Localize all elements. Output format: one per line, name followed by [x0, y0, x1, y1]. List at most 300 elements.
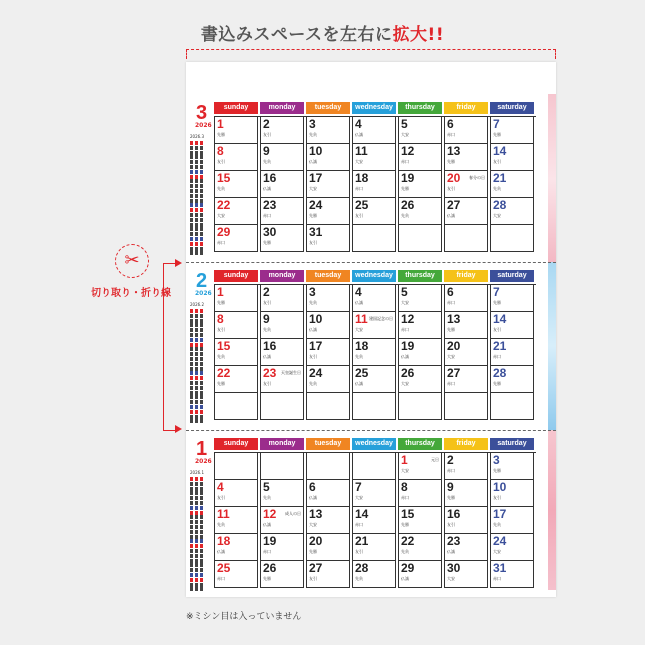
writing-space-tick-right — [555, 49, 556, 59]
cut-line — [186, 430, 556, 431]
day-cell[interactable] — [214, 171, 258, 198]
day-number: 25 — [217, 561, 231, 575]
day-cell[interactable] — [306, 312, 350, 339]
day-cell[interactable] — [214, 480, 258, 507]
month-number: 1 — [196, 438, 208, 460]
day-number: 1 — [217, 117, 224, 131]
day-number: 21 — [355, 534, 369, 548]
day-number: 24 — [309, 366, 323, 380]
mini-day-line — [190, 141, 205, 145]
rokuyo-label: 大安 — [447, 354, 455, 359]
week-row — [214, 480, 536, 507]
rokuyo-label: 先勝 — [493, 468, 501, 473]
rokuyo-label: 友引 — [217, 159, 225, 164]
mini-day-line — [190, 506, 205, 510]
day-cell[interactable] — [352, 285, 396, 312]
arrow-right-icon — [175, 425, 182, 433]
mini-header: 2026.3 — [190, 134, 204, 139]
mini-day-line — [190, 338, 205, 342]
mini-day-line — [190, 371, 205, 375]
day-cell[interactable] — [352, 480, 396, 507]
rokuyo-label: 先負 — [309, 381, 317, 386]
mini-day-line — [190, 328, 205, 332]
weekday-header-wednesday: wednesday — [352, 270, 396, 282]
day-cell[interactable] — [490, 561, 534, 588]
day-number: 2 — [263, 285, 270, 299]
day-cell[interactable] — [398, 285, 442, 312]
day-number: 19 — [263, 534, 277, 548]
day-cell[interactable] — [214, 507, 258, 534]
mini-day-line — [190, 573, 205, 577]
mini-day-line — [190, 179, 205, 183]
day-cell[interactable] — [444, 534, 488, 561]
day-cell[interactable] — [398, 480, 442, 507]
rokuyo-label: 先負 — [493, 186, 501, 191]
day-number: 17 — [309, 339, 323, 353]
day-cell[interactable] — [260, 144, 304, 171]
day-cell[interactable] — [398, 198, 442, 225]
mini-day-line — [190, 309, 205, 313]
rokuyo-label: 赤口 — [447, 381, 455, 386]
day-number: 24 — [309, 198, 323, 212]
rokuyo-label: 先負 — [263, 495, 271, 500]
mini-day-list — [190, 302, 210, 432]
day-cell[interactable] — [398, 561, 442, 588]
rokuyo-label: 先負 — [217, 186, 225, 191]
mini-day-line — [190, 367, 205, 371]
day-number: 28 — [493, 366, 507, 380]
day-cell[interactable] — [490, 453, 534, 480]
day-cell[interactable] — [398, 117, 442, 144]
rokuyo-label: 赤口 — [447, 468, 455, 473]
day-cell[interactable] — [352, 225, 396, 252]
day-number: 27 — [447, 366, 461, 380]
day-cell[interactable] — [444, 117, 488, 144]
mini-day-line — [190, 559, 205, 563]
mini-day-line — [190, 323, 205, 327]
day-cell[interactable] — [444, 198, 488, 225]
mini-day-line — [190, 151, 205, 155]
day-cell[interactable] — [444, 144, 488, 171]
day-cell[interactable] — [214, 285, 258, 312]
rokuyo-label: 大安 — [493, 549, 501, 554]
day-cell[interactable] — [214, 453, 258, 480]
day-number: 1 — [401, 453, 408, 467]
rokuyo-label: 先負 — [309, 132, 317, 137]
weekday-header-wednesday: wednesday — [352, 438, 396, 450]
day-number: 9 — [263, 144, 270, 158]
day-cell[interactable] — [352, 198, 396, 225]
day-cell[interactable] — [260, 507, 304, 534]
weekday-header-row — [214, 438, 536, 450]
day-cell[interactable] — [352, 117, 396, 144]
day-cell[interactable] — [444, 171, 488, 198]
mini-header: 2026.2 — [190, 302, 204, 307]
day-cell[interactable] — [490, 225, 534, 252]
day-number: 15 — [217, 339, 231, 353]
day-number: 20 — [447, 171, 461, 185]
mini-day-line — [190, 415, 205, 419]
rokuyo-label: 赤口 — [401, 159, 409, 164]
rokuyo-label: 仏滅 — [355, 300, 363, 305]
day-cell[interactable] — [306, 480, 350, 507]
mini-day-line — [190, 583, 205, 587]
day-cell[interactable] — [306, 171, 350, 198]
rokuyo-label: 大安 — [217, 213, 225, 218]
mini-day-line — [190, 237, 205, 241]
rokuyo-label: 先勝 — [401, 522, 409, 527]
rokuyo-label: 大安 — [401, 381, 409, 386]
rokuyo-label: 先勝 — [493, 132, 501, 137]
weekday-header-tuesday: tuesday — [306, 102, 350, 114]
day-cell[interactable] — [260, 171, 304, 198]
day-cell[interactable] — [352, 393, 396, 420]
day-number: 6 — [447, 117, 454, 131]
day-number: 11 — [217, 507, 230, 521]
day-cell[interactable] — [260, 339, 304, 366]
rokuyo-label: 仏滅 — [263, 522, 271, 527]
day-cell[interactable] — [490, 198, 534, 225]
day-cell[interactable] — [214, 198, 258, 225]
day-cell[interactable] — [398, 393, 442, 420]
weekday-header-saturday: saturday — [490, 270, 534, 282]
day-cell[interactable] — [306, 507, 350, 534]
day-number: 28 — [493, 198, 507, 212]
day-cell[interactable] — [490, 339, 534, 366]
day-cell[interactable] — [306, 534, 350, 561]
day-cell[interactable] — [214, 366, 258, 393]
day-cell[interactable] — [444, 453, 488, 480]
day-number: 3 — [309, 285, 316, 299]
day-cell[interactable] — [444, 393, 488, 420]
day-cell[interactable] — [306, 285, 350, 312]
day-number: 4 — [355, 117, 362, 131]
rokuyo-label: 仏滅 — [447, 213, 455, 218]
mini-day-line — [190, 578, 205, 582]
rokuyo-label: 仏滅 — [401, 576, 409, 581]
mini-day-line — [190, 376, 205, 380]
day-cell[interactable] — [398, 534, 442, 561]
day-cell[interactable] — [306, 561, 350, 588]
mini-day-line — [190, 189, 205, 193]
rokuyo-label: 友引 — [263, 381, 271, 386]
day-cell[interactable] — [352, 561, 396, 588]
day-number: 12 — [401, 312, 415, 326]
day-number: 13 — [447, 144, 461, 158]
week-rows — [214, 452, 536, 588]
month-year: 2026 — [195, 122, 212, 129]
day-cell[interactable] — [490, 285, 534, 312]
day-cell[interactable] — [214, 393, 258, 420]
day-cell[interactable] — [352, 312, 396, 339]
day-number: 6 — [447, 285, 454, 299]
weekday-header-friday: friday — [444, 270, 488, 282]
day-number: 5 — [401, 285, 408, 299]
day-number: 10 — [493, 480, 507, 494]
day-cell[interactable] — [398, 366, 442, 393]
day-number: 27 — [447, 198, 461, 212]
day-number: 12 — [401, 144, 415, 158]
day-cell[interactable] — [398, 339, 442, 366]
day-cell[interactable] — [398, 225, 442, 252]
day-cell[interactable] — [444, 366, 488, 393]
day-cell[interactable] — [260, 534, 304, 561]
weekday-header-tuesday: tuesday — [306, 270, 350, 282]
day-number: 26 — [401, 366, 415, 380]
day-cell[interactable] — [444, 312, 488, 339]
day-cell[interactable] — [214, 117, 258, 144]
cut-line — [186, 262, 556, 263]
mini-day-line — [190, 155, 205, 159]
day-cell[interactable] — [352, 144, 396, 171]
holiday-name: 成人の日 — [285, 511, 301, 516]
day-number: 25 — [355, 198, 369, 212]
day-number: 2 — [263, 117, 270, 131]
mini-day-line — [190, 391, 205, 395]
week-row — [214, 171, 536, 198]
day-cell[interactable] — [490, 366, 534, 393]
day-cell[interactable] — [490, 171, 534, 198]
rokuyo-label: 赤口 — [447, 132, 455, 137]
rokuyo-label: 仏滅 — [447, 549, 455, 554]
rokuyo-label: 仏滅 — [401, 354, 409, 359]
mini-day-line — [190, 587, 205, 591]
day-cell[interactable] — [444, 285, 488, 312]
day-cell[interactable] — [214, 312, 258, 339]
rokuyo-label: 友引 — [355, 549, 363, 554]
mini-day-line — [190, 347, 205, 351]
rokuyo-label: 先勝 — [493, 300, 501, 305]
day-cell[interactable] — [398, 144, 442, 171]
week-row — [214, 198, 536, 225]
mini-day-line — [190, 146, 205, 150]
mini-day-line — [190, 343, 205, 347]
day-cell[interactable] — [306, 117, 350, 144]
day-number: 14 — [355, 507, 369, 521]
month-number: 2 — [196, 270, 208, 292]
mini-day-line — [190, 400, 205, 404]
mini-day-line — [190, 242, 205, 246]
mini-day-line — [190, 247, 205, 251]
day-cell[interactable] — [306, 339, 350, 366]
day-cell[interactable] — [352, 366, 396, 393]
mini-day-line — [190, 319, 205, 323]
day-cell[interactable] — [444, 561, 488, 588]
week-row — [214, 366, 536, 393]
day-number: 29 — [217, 225, 231, 239]
rokuyo-label: 大安 — [447, 576, 455, 581]
day-cell[interactable] — [490, 507, 534, 534]
rokuyo-label: 友引 — [309, 576, 317, 581]
day-cell[interactable] — [214, 534, 258, 561]
rokuyo-label: 赤口 — [401, 495, 409, 500]
day-cell[interactable] — [444, 507, 488, 534]
day-cell[interactable] — [306, 393, 350, 420]
day-cell[interactable] — [214, 561, 258, 588]
day-cell[interactable] — [490, 480, 534, 507]
weekday-header-saturday: saturday — [490, 102, 534, 114]
rokuyo-label: 先勝 — [401, 186, 409, 191]
weekday-header-monday: monday — [260, 438, 304, 450]
day-cell[interactable] — [260, 366, 304, 393]
day-number: 9 — [263, 312, 270, 326]
day-cell[interactable] — [214, 144, 258, 171]
week-row — [214, 339, 536, 366]
day-number: 13 — [447, 312, 461, 326]
day-cell[interactable] — [398, 453, 442, 480]
mini-day-line — [190, 251, 205, 255]
day-number: 17 — [493, 507, 507, 521]
day-cell[interactable] — [260, 198, 304, 225]
day-number: 4 — [355, 285, 362, 299]
day-cell[interactable] — [398, 171, 442, 198]
day-number: 13 — [309, 507, 323, 521]
day-number: 15 — [401, 507, 415, 521]
mini-day-line — [190, 511, 205, 515]
day-cell[interactable] — [352, 171, 396, 198]
title-highlight: 拡大!! — [392, 25, 445, 45]
day-cell[interactable] — [260, 453, 304, 480]
day-number: 24 — [493, 534, 507, 548]
day-cell[interactable] — [260, 117, 304, 144]
week-rows — [214, 284, 536, 420]
mini-day-line — [190, 482, 205, 486]
rokuyo-label: 友引 — [263, 132, 271, 137]
rokuyo-label: 大安 — [401, 300, 409, 305]
day-number: 23 — [263, 366, 277, 380]
holiday-name: 天皇誕生日 — [281, 370, 301, 375]
week-row — [214, 453, 536, 480]
day-cell[interactable] — [260, 393, 304, 420]
holiday-name: 元日 — [431, 457, 439, 462]
day-number: 30 — [447, 561, 461, 575]
calendar-grid — [214, 270, 536, 420]
writing-space-tick-left — [186, 49, 187, 59]
rokuyo-label: 大安 — [355, 327, 363, 332]
mini-day-line — [190, 381, 205, 385]
mini-day-line — [190, 213, 205, 217]
day-cell[interactable] — [306, 225, 350, 252]
week-row — [214, 393, 536, 420]
day-cell[interactable] — [306, 198, 350, 225]
day-cell[interactable] — [260, 480, 304, 507]
day-cell[interactable] — [306, 144, 350, 171]
week-row — [214, 312, 536, 339]
rokuyo-label: 大安 — [355, 159, 363, 164]
day-cell[interactable] — [352, 339, 396, 366]
day-cell[interactable] — [260, 312, 304, 339]
mini-day-line — [190, 160, 205, 164]
weekday-header-tuesday: tuesday — [306, 438, 350, 450]
month-section — [186, 102, 556, 262]
day-cell[interactable] — [260, 225, 304, 252]
rokuyo-label: 先負 — [355, 354, 363, 359]
day-number: 3 — [309, 117, 316, 131]
day-cell[interactable] — [352, 534, 396, 561]
mini-day-line — [190, 218, 205, 222]
day-cell[interactable] — [306, 366, 350, 393]
holiday-name: 春分の日 — [469, 175, 485, 180]
day-number: 8 — [217, 312, 224, 326]
day-number: 8 — [401, 480, 408, 494]
mini-day-line — [190, 232, 205, 236]
day-cell[interactable] — [444, 480, 488, 507]
day-cell[interactable] — [260, 285, 304, 312]
day-number: 16 — [447, 507, 461, 521]
mini-day-list — [190, 470, 210, 600]
day-number: 6 — [309, 480, 316, 494]
day-cell[interactable] — [490, 393, 534, 420]
rokuyo-label: 先負 — [217, 522, 225, 527]
mini-day-line — [190, 395, 205, 399]
rokuyo-label: 友引 — [493, 327, 501, 332]
rokuyo-label: 友引 — [447, 186, 455, 191]
day-cell[interactable] — [398, 312, 442, 339]
day-cell[interactable] — [490, 117, 534, 144]
rokuyo-label: 仏滅 — [263, 354, 271, 359]
writing-space-line — [186, 49, 556, 50]
mini-day-line — [190, 535, 205, 539]
arrow-right-icon — [175, 259, 182, 267]
rokuyo-label: 大安 — [309, 522, 317, 527]
weekday-header-wednesday: wednesday — [352, 102, 396, 114]
rokuyo-label: 仏滅 — [263, 186, 271, 191]
day-cell[interactable] — [444, 339, 488, 366]
day-number: 29 — [401, 561, 415, 575]
mini-header: 2026.1 — [190, 470, 204, 475]
rokuyo-label: 赤口 — [217, 240, 225, 245]
month-year: 2026 — [195, 290, 212, 297]
mini-day-line — [190, 544, 205, 548]
day-cell[interactable] — [352, 453, 396, 480]
day-number: 30 — [263, 225, 277, 239]
mini-day-line — [190, 515, 205, 519]
day-number: 8 — [217, 144, 224, 158]
day-cell[interactable] — [214, 225, 258, 252]
day-number: 23 — [263, 198, 277, 212]
weekday-header-friday: friday — [444, 438, 488, 450]
rokuyo-label: 大安 — [493, 213, 501, 218]
rokuyo-label: 友引 — [309, 240, 317, 245]
rokuyo-label: 先勝 — [217, 381, 225, 386]
day-cell[interactable] — [490, 534, 534, 561]
mini-day-line — [190, 333, 205, 337]
day-cell[interactable] — [352, 507, 396, 534]
day-cell[interactable] — [490, 144, 534, 171]
day-number: 20 — [309, 534, 323, 548]
day-number: 9 — [447, 480, 454, 494]
day-cell[interactable] — [444, 225, 488, 252]
day-cell[interactable] — [260, 561, 304, 588]
day-number: 28 — [355, 561, 369, 575]
mini-day-line — [190, 539, 205, 543]
rokuyo-label: 友引 — [217, 495, 225, 500]
month-number: 3 — [196, 102, 208, 124]
rokuyo-label: 友引 — [355, 213, 363, 218]
day-number: 19 — [401, 339, 415, 353]
mini-day-line — [190, 520, 205, 524]
day-cell[interactable] — [214, 339, 258, 366]
rokuyo-label: 赤口 — [217, 576, 225, 581]
day-number: 4 — [217, 480, 224, 494]
rokuyo-label: 先負 — [263, 159, 271, 164]
mini-day-line — [190, 419, 205, 423]
day-cell[interactable] — [306, 453, 350, 480]
rokuyo-label: 赤口 — [355, 186, 363, 191]
day-cell[interactable] — [398, 507, 442, 534]
day-cell[interactable] — [490, 312, 534, 339]
month-section — [186, 438, 556, 598]
